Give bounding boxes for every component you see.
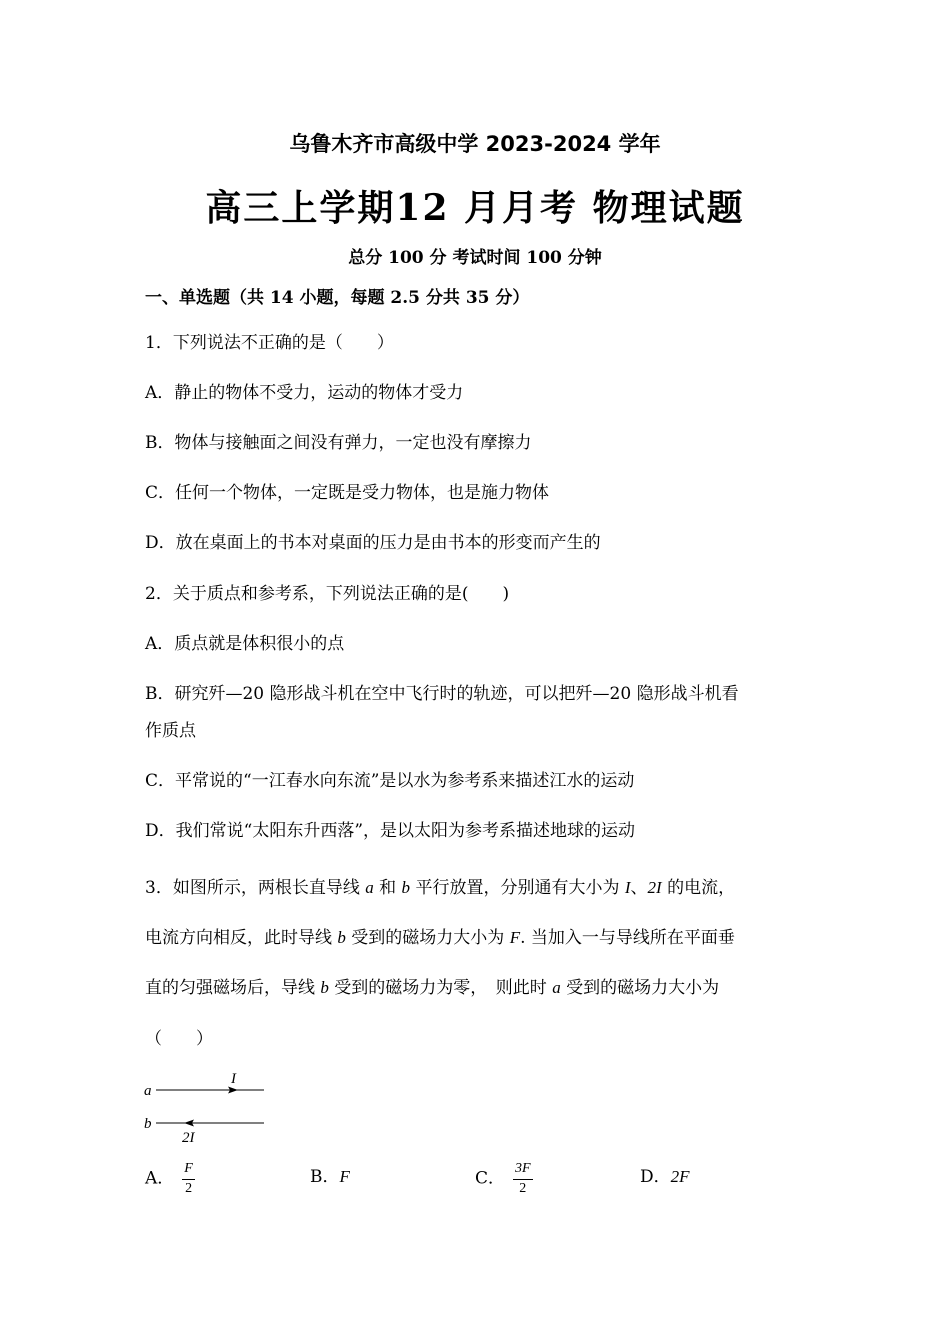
- parallel-wires-figure: [140, 1066, 280, 1146]
- exam-title: 高三上学期12 月月考 物理试题: [205, 187, 745, 229]
- q3-option-c-fraction: $\frac{3F}{2}$: [515, 1161, 531, 1196]
- section-heading: 一、单选题（共 14 小题，每题 2.5 分共 35 分）: [145, 288, 530, 308]
- q1-option-b: B．物体与接触面之间没有弹力，一定也没有摩擦力: [145, 433, 532, 453]
- q3-stem-line1: 3．如图所示，两根长直导线 a 和 b 平行放置，分别通有大小为 I、2I 的电流，: [145, 878, 736, 898]
- q3-stem-line3: 直的匀强磁场后，导线 b 受到的磁场力为零， 则此时 a 受到的磁场力大小为: [145, 978, 720, 998]
- q2-option-a: A．质点就是体积很小的点: [145, 634, 345, 654]
- q2-stem: 2．关于质点和参考系，下列说法正确的是( ): [145, 584, 510, 604]
- q2-option-b-line2: 作质点: [145, 721, 196, 741]
- q3-option-a-fraction: $\frac{F}{2}$: [184, 1161, 193, 1196]
- q1-stem: 1．下列说法不正确的是（ ）: [145, 333, 394, 353]
- q1-option-c: C．任何一个物体，一定既是受力物体，也是施力物体: [145, 483, 550, 503]
- wire-b-label: b: [144, 1116, 152, 1132]
- q3-option-c: C． $\frac{3F}{2}$: [475, 1161, 531, 1196]
- current-b-label: 2I: [182, 1130, 195, 1146]
- q2-option-d: D．我们常说“太阳东升西落”，是以太阳为参考系描述地球的运动: [145, 821, 636, 841]
- exam-subtitle: 总分 100 分 考试时间 100 分钟: [348, 248, 602, 268]
- school-year-header: 乌鲁木齐市高级中学 2023-2024 学年: [289, 132, 661, 156]
- q2-option-c: C．平常说的“一江春水向东流”是以水为参考系来描述江水的运动: [145, 771, 635, 791]
- q1-option-a: A．静止的物体不受力，运动的物体才受力: [145, 383, 464, 403]
- current-a-label: I: [231, 1071, 236, 1087]
- q1-option-d: D．放在桌面上的书本对桌面的压力是由书本的形变而产生的: [145, 533, 601, 553]
- q3-answer-blank: （ ）: [145, 1029, 213, 1049]
- q3-option-b: B．F: [310, 1167, 350, 1187]
- q3-stem-line2: 电流方向相反，此时导线 b 受到的磁场力大小为 F. 当加入一与导线所在平面垂: [145, 928, 735, 948]
- q2-option-b-line1: B．研究歼—20 隐形战斗机在空中飞行时的轨迹，可以把歼—20 隐形战斗机看: [145, 684, 739, 704]
- q3-option-a: A． $\frac{F}{2}$: [145, 1161, 193, 1196]
- wire-a-label: a: [144, 1083, 152, 1099]
- q3-option-d: D．2F: [640, 1167, 690, 1187]
